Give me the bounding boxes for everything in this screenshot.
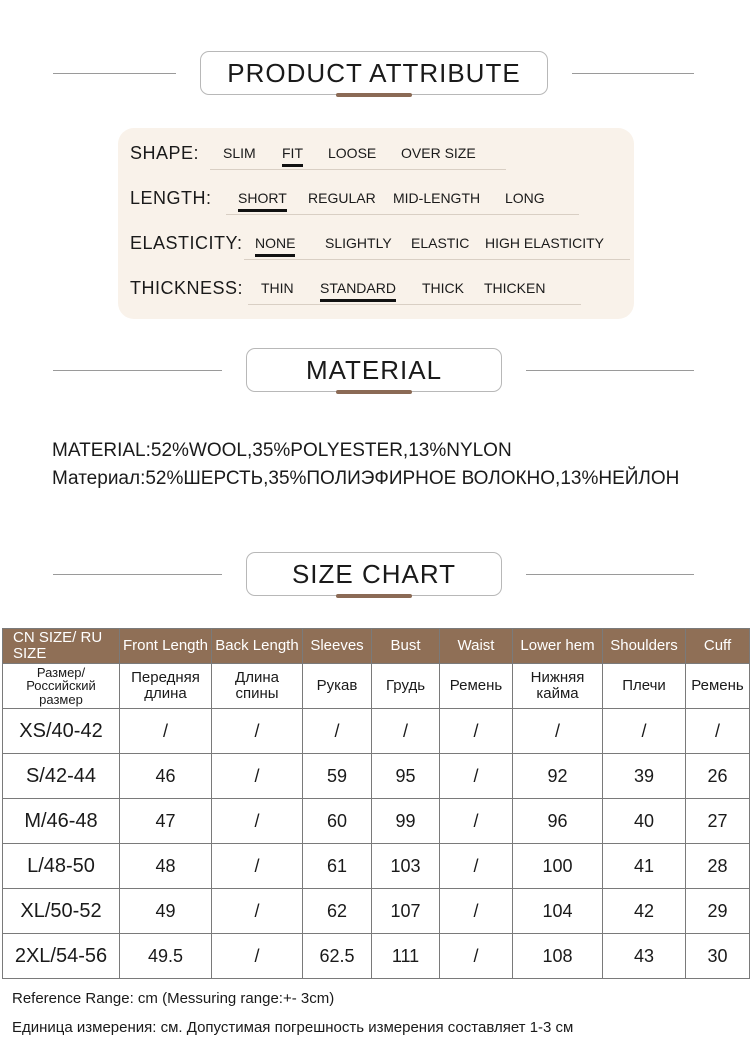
size-cell: XL/50-52: [3, 889, 120, 934]
row-rule: [210, 169, 506, 170]
attribute-panel: [118, 128, 634, 319]
section-title: SIZE CHART: [291, 558, 457, 589]
header-cell: Рукав: [303, 664, 372, 709]
table-row: [3, 799, 750, 844]
header-cell: Bust: [372, 629, 440, 664]
value-cell: /: [440, 754, 513, 799]
attribute-row-length: [130, 186, 630, 216]
material-value: 52%WOOL,35%POLYESTER,13%NYLON: [150, 440, 512, 461]
section-title: PRODUCT ATTRIBUTE: [227, 57, 521, 88]
header-cell: Back Length: [212, 629, 303, 664]
divider-left: [53, 574, 222, 575]
reference-note-ru: Единица измерения: см. Допустимая погрешность измерения составляет 1-3 см: [12, 1019, 574, 1036]
attribute-option: HIGH ELASTICITY: [485, 235, 605, 251]
table-row: [3, 709, 750, 754]
product-attribute-header: [0, 51, 750, 97]
value-cell: 96: [513, 799, 603, 844]
header-cell: Waist: [440, 629, 513, 664]
value-cell: /: [513, 709, 603, 754]
header-cell: Front Length: [120, 629, 212, 664]
value-cell: /: [120, 709, 212, 754]
row-rule: [244, 259, 630, 260]
attribute-option: THICK: [422, 280, 464, 296]
size-cell: S/42-44: [3, 754, 120, 799]
material-header: [0, 348, 750, 394]
value-cell: /: [212, 844, 303, 889]
material-ru: [52, 468, 679, 490]
header-cell: Sleeves: [303, 629, 372, 664]
value-cell: /: [686, 709, 750, 754]
header-row-en: [3, 629, 750, 664]
header-cell: Плечи: [603, 664, 686, 709]
value-cell: 47: [120, 799, 212, 844]
value-cell: 111: [372, 934, 440, 979]
value-cell: 99: [372, 799, 440, 844]
value-cell: 28: [686, 844, 750, 889]
divider-left: [53, 73, 176, 74]
value-cell: 103: [372, 844, 440, 889]
attribute-option-selected: STANDARD: [320, 280, 396, 296]
size-cell: XS/40-42: [3, 709, 120, 754]
size-cell: L/48-50: [3, 844, 120, 889]
attribute-option-selected: FIT: [282, 145, 303, 161]
attribute-option: OVER SIZE: [401, 145, 476, 161]
attribute-option: MID-LENGTH: [393, 190, 481, 206]
attribute-option: THICKEN: [484, 280, 546, 296]
attribute-row-thickness: [130, 276, 630, 306]
value-cell: 107: [372, 889, 440, 934]
table-row: [3, 844, 750, 889]
value-cell: 29: [686, 889, 750, 934]
value-cell: 26: [686, 754, 750, 799]
value-cell: /: [440, 889, 513, 934]
value-cell: 92: [513, 754, 603, 799]
material-label: Материал:: [52, 468, 146, 489]
header-row-ru: [3, 664, 750, 709]
row-rule: [248, 304, 581, 305]
header-cell: Длина спины: [212, 664, 303, 709]
section-title-pill: [246, 552, 502, 596]
value-cell: /: [212, 799, 303, 844]
header-cell: CN SIZE/ RU SIZE: [3, 629, 120, 664]
material-value: 52%ШЕРСТЬ,35%ПОЛИЭФИРНОЕ ВОЛОКНО,13%НЕЙЛОН: [145, 468, 680, 489]
table-row: [3, 934, 750, 979]
attribute-label: SHAPE:: [130, 143, 200, 163]
title-underline: [336, 594, 412, 598]
header-cell: Передняя длина: [120, 664, 212, 709]
section-title-pill: [200, 51, 548, 95]
value-cell: 60: [303, 799, 372, 844]
attribute-option: SLIGHTLY: [325, 235, 392, 251]
value-cell: 59: [303, 754, 372, 799]
table-row: [3, 889, 750, 934]
row-rule: [226, 214, 579, 215]
section-title-pill: [246, 348, 502, 392]
divider-right: [572, 73, 694, 74]
header-cell: Размер/ Российский размер: [3, 664, 120, 709]
attribute-label: ELASTICITY:: [130, 233, 243, 253]
header-cell: Нижняя кайма: [513, 664, 603, 709]
value-cell: 43: [603, 934, 686, 979]
value-cell: /: [372, 709, 440, 754]
title-underline: [336, 93, 412, 97]
value-cell: 49.5: [120, 934, 212, 979]
attribute-row-elasticity: [130, 231, 630, 261]
size-chart-table: [2, 628, 750, 979]
attribute-option: REGULAR: [308, 190, 376, 206]
attribute-option: SLIM: [223, 145, 256, 161]
value-cell: /: [212, 934, 303, 979]
title-underline: [336, 390, 412, 394]
section-title: MATERIAL: [305, 354, 443, 385]
attribute-option: LOOSE: [328, 145, 377, 161]
value-cell: 49: [120, 889, 212, 934]
value-cell: /: [212, 889, 303, 934]
value-cell: 40: [603, 799, 686, 844]
header-cell: Ремень: [440, 664, 513, 709]
value-cell: /: [440, 934, 513, 979]
table-row: [3, 754, 750, 799]
attribute-option: THIN: [261, 280, 294, 296]
value-cell: 41: [603, 844, 686, 889]
size-chart-header: [0, 552, 750, 598]
value-cell: /: [440, 709, 513, 754]
divider-right: [526, 370, 694, 371]
value-cell: 46: [120, 754, 212, 799]
attribute-label: THICKNESS:: [130, 278, 244, 298]
divider-left: [53, 370, 222, 371]
value-cell: 39: [603, 754, 686, 799]
value-cell: 48: [120, 844, 212, 889]
value-cell: /: [603, 709, 686, 754]
value-cell: 30: [686, 934, 750, 979]
value-cell: 100: [513, 844, 603, 889]
value-cell: 27: [686, 799, 750, 844]
header-cell: Грудь: [372, 664, 440, 709]
material-label: MATERIAL:: [52, 440, 151, 461]
size-cell: M/46-48: [3, 799, 120, 844]
attribute-option-selected: SHORT: [238, 190, 287, 206]
attribute-option: LONG: [505, 190, 545, 206]
reference-note-en: Reference Range: cm (Messuring range:+- 3cm): [12, 990, 335, 1007]
value-cell: 95: [372, 754, 440, 799]
value-cell: 61: [303, 844, 372, 889]
header-cell: Shoulders: [603, 629, 686, 664]
value-cell: 62.5: [303, 934, 372, 979]
value-cell: 104: [513, 889, 603, 934]
value-cell: /: [303, 709, 372, 754]
value-cell: 42: [603, 889, 686, 934]
divider-right: [526, 574, 694, 575]
header-cell: Lower hem: [513, 629, 603, 664]
value-cell: /: [212, 709, 303, 754]
size-cell: 2XL/54-56: [3, 934, 120, 979]
header-cell: Ремень: [686, 664, 750, 709]
value-cell: /: [440, 844, 513, 889]
attribute-label: LENGTH:: [130, 188, 212, 208]
attribute-row-shape: [130, 141, 630, 171]
value-cell: 62: [303, 889, 372, 934]
value-cell: /: [440, 799, 513, 844]
attribute-option-selected: NONE: [255, 235, 296, 251]
material-en: [52, 440, 512, 462]
value-cell: 108: [513, 934, 603, 979]
attribute-option: ELASTIC: [411, 235, 470, 251]
header-cell: Cuff: [686, 629, 750, 664]
value-cell: /: [212, 754, 303, 799]
